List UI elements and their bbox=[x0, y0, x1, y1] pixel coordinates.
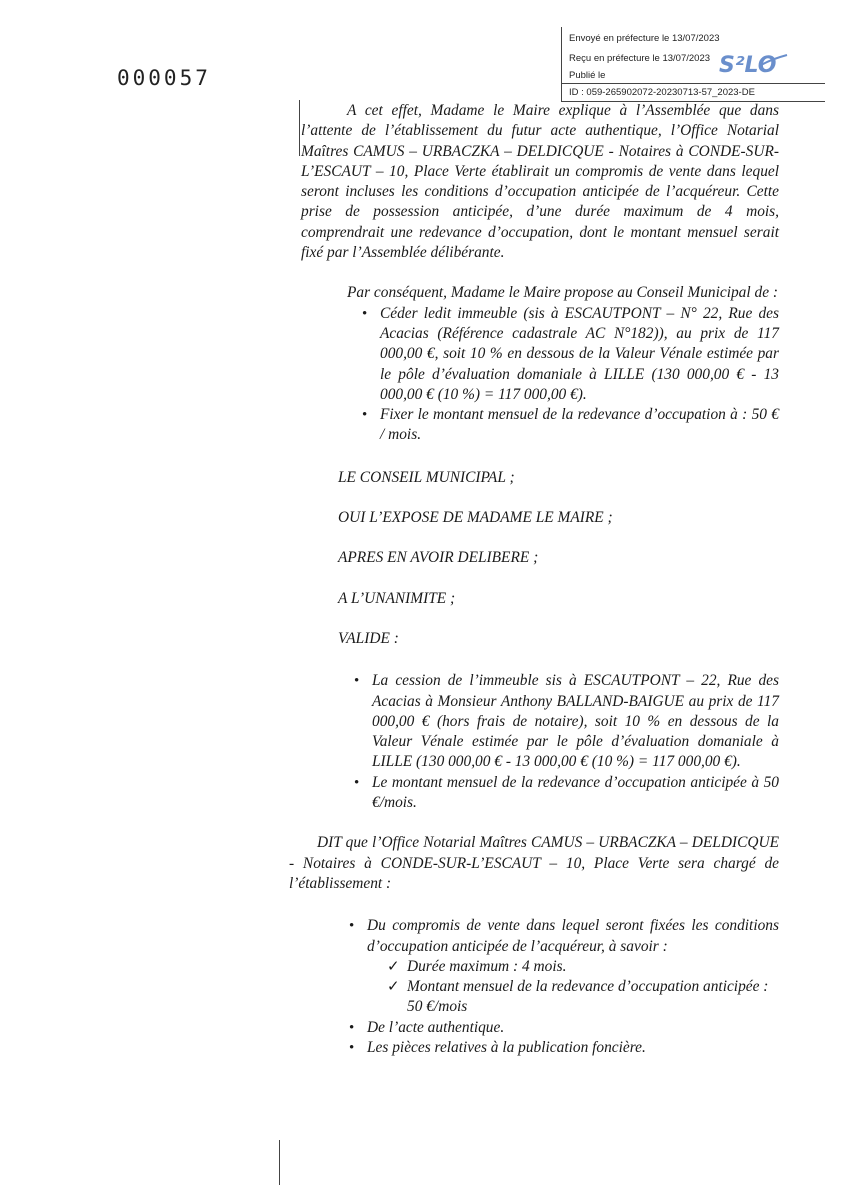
intro-paragraph: A cet effet, Madame le Maire explique à l’Assemblée que dans l’attente de l’établissement du futur acte authentique, l’Office Notarial Maîtres CAMUS – URBACZKA – DELDICQUE - Notaires à CONDE-SUR-L’ESCAUT – 10, Place Verte établirait un compromis de vente dans lequel seront incluses les conditions d’occupation anticipée de l’acquéreur. Cette prise de possession anticipée, d’une durée maximum de 4 mois, comprendrait une redevance d’occupation, dont le montant mensuel serait fixé par l’Assemblée délibérante. bbox=[301, 102, 779, 262]
list-item: • De l’acte authentique. bbox=[367, 1018, 779, 1038]
margin-rule-top bbox=[299, 100, 300, 156]
s2lo-logo-text: S²LO bbox=[719, 53, 777, 78]
stamp-published: Publié le bbox=[569, 70, 606, 81]
list-item: • Céder ledit immeuble (sis à ESCAUTPONT – N° 22, Rue des Acacias (Référence cadastrale AC N°182)), au prix de 117 000,00 €, soit 10 % en dessous de la Valeur Vénale estimée par le pôle d’évaluation domaniale à LILLE (130 000,00 € - 13 000,00 € (10 %) = 117 000,00 €). bbox=[380, 304, 779, 405]
stamp-id: ID : 059-265902072-20230713-57_2023-DE bbox=[569, 87, 755, 98]
check-item bbox=[387, 977, 779, 1018]
list-item: • Le montant mensuel de la redevance d’occupation anticipée à 50 €/mois. bbox=[372, 773, 779, 814]
stamp-divider bbox=[562, 83, 825, 84]
deliberation-body bbox=[289, 101, 779, 1058]
margin-rule-bottom bbox=[279, 1140, 280, 1185]
proposal-paragraph: Par conséquent, Madame le Maire propose au Conseil Municipal de : bbox=[347, 284, 778, 302]
list-item: • Du compromis de vente dans lequel seront fixées les conditions d’occupation anticipée de l’acquéreur, à savoir : bbox=[367, 916, 779, 957]
list-item: • Fixer le montant mensuel de la redevance d’occupation à : 50 € / mois. bbox=[380, 405, 779, 446]
dit-list bbox=[301, 916, 779, 957]
check-item-text: Durée maximum : 4 mois. bbox=[407, 957, 567, 975]
check-item-text: Montant mensuel de la redevance d’occupation anticipée : 50 €/mois bbox=[407, 978, 769, 1016]
stamp-received: Reçu en préfecture le 13/07/2023 bbox=[569, 53, 711, 64]
decision-line-apres: APRES EN AVOIR DELIBERE ; bbox=[338, 549, 539, 567]
prefecture-stamp bbox=[561, 27, 825, 102]
decision-line-valide: VALIDE : bbox=[338, 629, 399, 647]
decision-line-unanimite: A L’UNANIMITE ; bbox=[338, 589, 456, 607]
list-item: • Les pièces relatives à la publication foncière. bbox=[367, 1038, 779, 1058]
dit-list-continued bbox=[301, 1018, 779, 1059]
dit-paragraph: DIT que l’Office Notarial Maîtres CAMUS – URBACZKA – DELDICQUE - Notaires à CONDE-SUR-L’ESCAUT – 10, Place Verte sera chargé de l’établissement : bbox=[289, 834, 779, 892]
check-list bbox=[301, 957, 779, 1018]
list-item: • La cession de l’immeuble sis à ESCAUTPONT – 22, Rue des Acacias à Monsieur Anthony BALLAND-BAIGUE au prix de 117 000,00 € (hors frais de notaire), soit 10 % en dessous de la Valeur Vénale estimée par le pôle d’évaluation domaniale à LILLE (130 000,00 € - 13 000,00 € (10 %) = 117 000,00 €). bbox=[372, 671, 779, 772]
s2lo-logo-icon bbox=[717, 45, 789, 79]
stamp-sent: Envoyé en préfecture le 13/07/2023 bbox=[569, 33, 720, 44]
valide-list bbox=[309, 671, 779, 813]
decision-line-oui: OUI L’EXPOSE DE MADAME LE MAIRE ; bbox=[338, 509, 613, 527]
check-item bbox=[387, 957, 779, 977]
checkmark-icon: ✓ bbox=[387, 979, 400, 996]
proposal-list bbox=[301, 304, 779, 446]
page-number: 000057 bbox=[117, 66, 211, 90]
checkmark-icon: ✓ bbox=[387, 958, 400, 975]
decision-line-conseil: LE CONSEIL MUNICIPAL ; bbox=[338, 468, 515, 486]
